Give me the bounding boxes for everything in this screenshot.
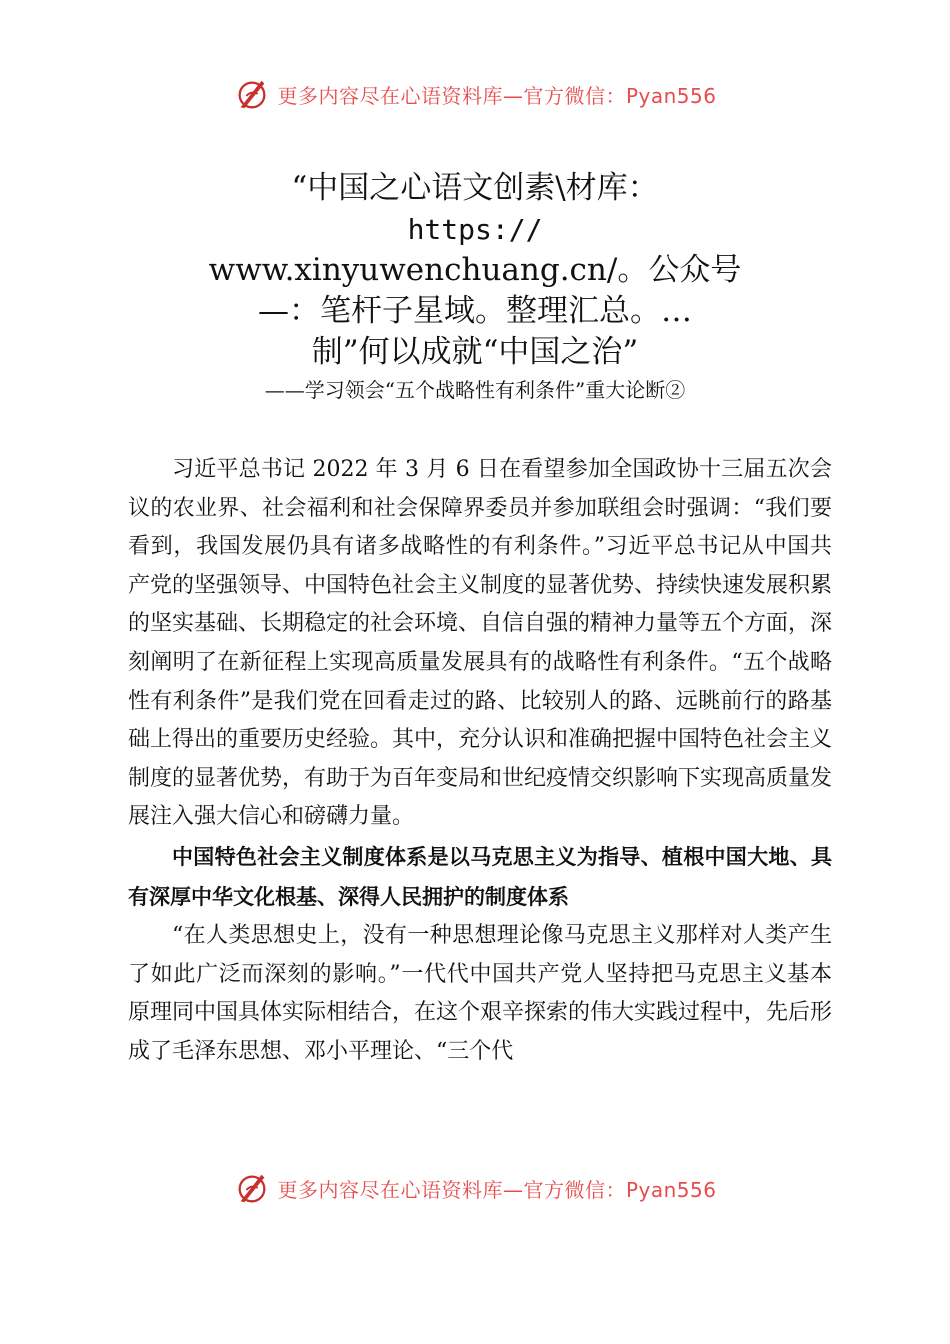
quill-circle-logo-icon	[233, 1169, 271, 1207]
footer-banner-text: 更多内容尽在心语资料库—官方微信：Pyan556	[277, 1177, 717, 1202]
title-line-2: https://	[407, 213, 543, 246]
article-body	[128, 451, 832, 1071]
footer-banner	[0, 1168, 950, 1208]
document-title	[120, 168, 830, 405]
title-line-3: www.xinyuwenchuang.cn/。公众号	[208, 252, 742, 288]
title-line-4: —：笔杆子星域。整理汇总。…	[258, 293, 692, 329]
title-line-1: “中国之心语文创素\材库：	[291, 170, 659, 206]
document-subtitle: ——学习领会“五个战略性有利条件”重大论断②	[264, 378, 686, 402]
title-line-5: 制”何以成就“中国之治”	[311, 334, 639, 370]
paragraph-1: 习近平总书记 2022 年 3 月 6 日在看望参加全国政协十三届五次会议的农业界、社会福利和社会保障界委员并参加联组会时强调：“我们要看到，我国发展仍具有诸多战略性的有利条件。”习近平总书记从中国共产党的坚强领导、中国特色社会主义制度的显著优势、持续快速发展积累的坚实基础、长期稳定的社会环境、自信自强的精神力量等五个方面，深刻阐明了在新征程上实现高质量发展具有的战略性有利条件。“五个战略性有利条件”是我们党在回看走过的路、比较别人的路、远眺前行的路基础上得出的重要历史经验。其中，充分认识和准确把握中国特色社会主义制度的显著优势，有助于为百年变局和世纪疫情交织影响下实现高质量发展注入强大信心和磅礴力量。	[128, 457, 833, 830]
paragraph-2: “在人类思想史上，没有一种思想理论像马克思主义那样对人类产生了如此广泛而深刻的影响。”一代代中国共产党人坚持把马克思主义基本原理同中国具体实际相结合，在这个艰辛探索的伟大实践过程中，先后形成了毛泽东思想、邓小平理论、“三个代	[128, 922, 833, 1064]
quill-circle-logo-icon	[233, 75, 271, 113]
header-banner-text: 更多内容尽在心语资料库—官方微信：Pyan556	[277, 83, 717, 108]
section-heading-1: 中国特色社会主义制度体系是以马克思主义为指导、植根中国大地、具有深厚中华文化根基、深得人民拥护的制度体系	[128, 844, 832, 909]
header-banner	[0, 74, 950, 114]
